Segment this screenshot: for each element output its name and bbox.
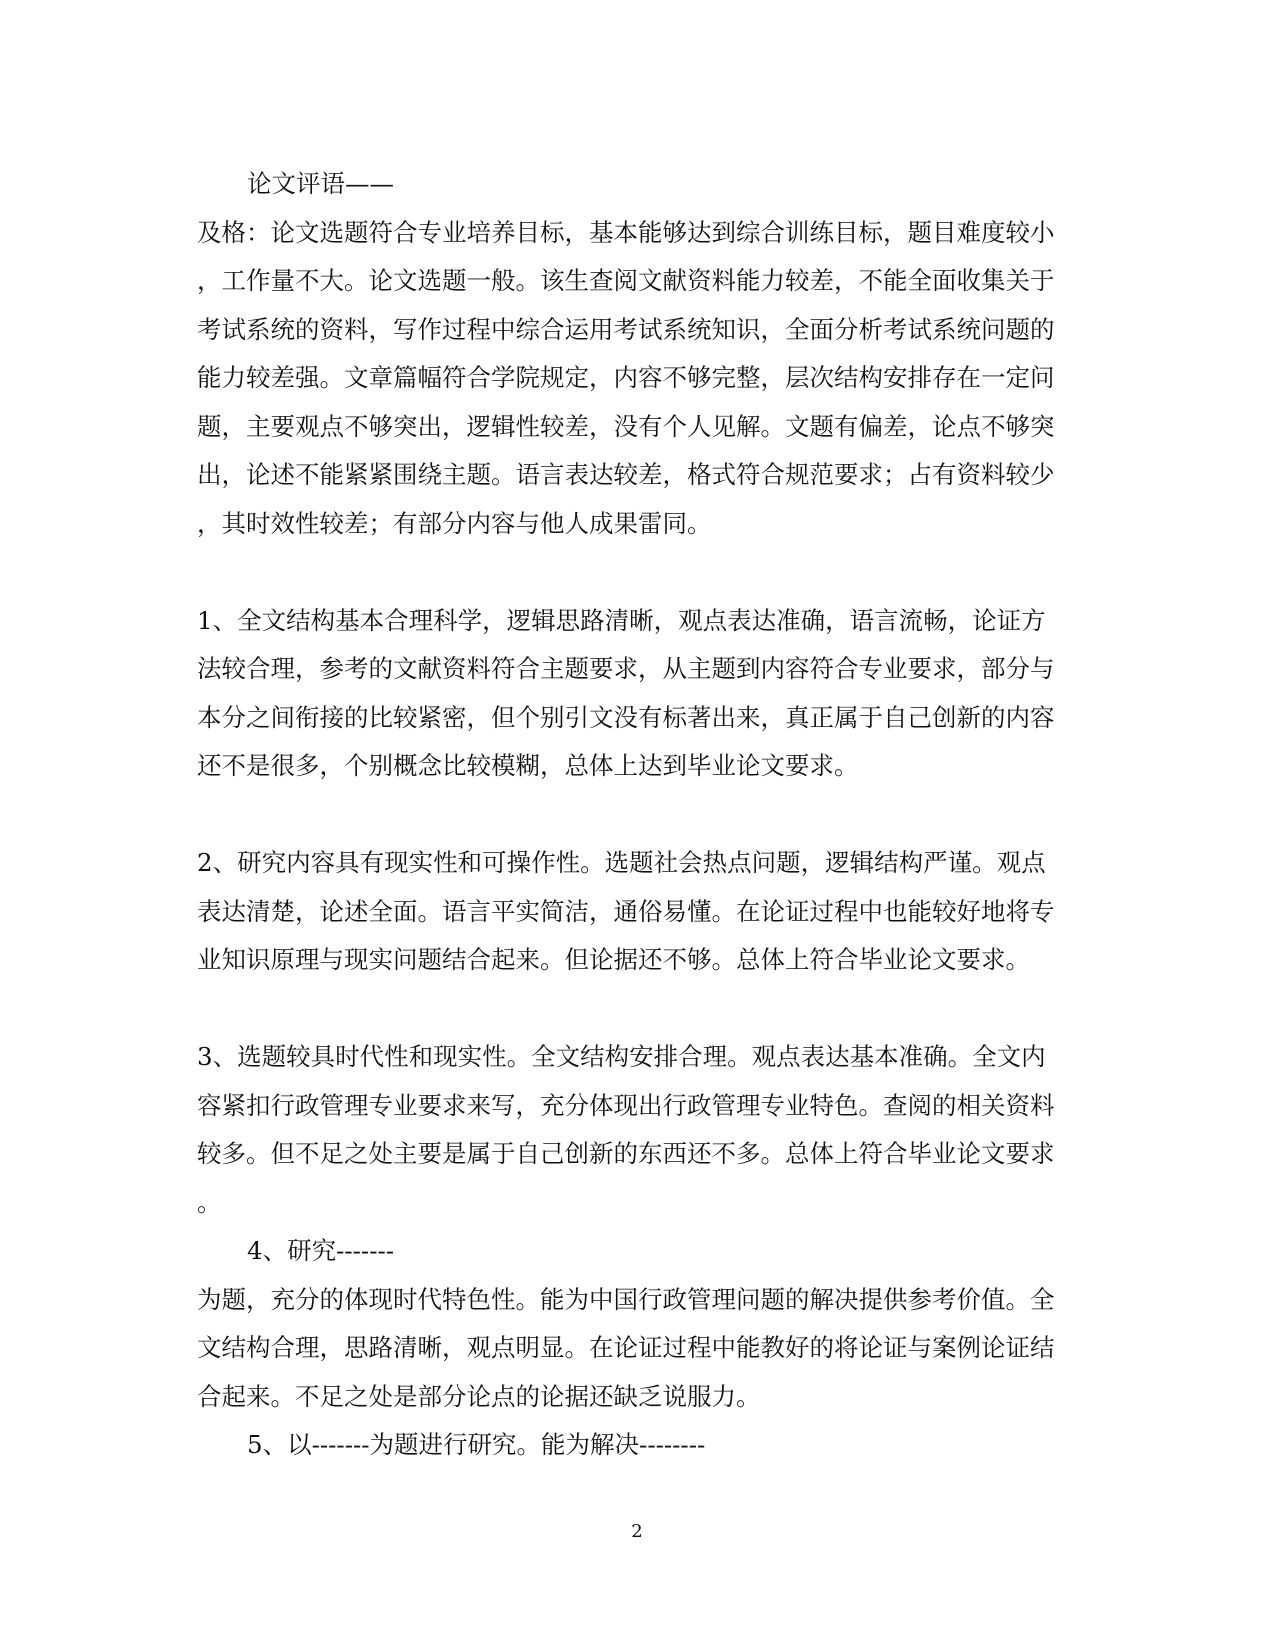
document-heading: 论文评语—— bbox=[247, 169, 394, 198]
text-line: 容紧扣行政管理专业要求来写，充分体现出行政管理专业特色。查阅的相关资料 bbox=[197, 1090, 1055, 1120]
text-line: 文结构合理，思路清晰，观点明显。在论证过程中能教好的将论证与案例论证结 bbox=[197, 1333, 1055, 1362]
text-line-indented: 5、以-------为题进行研究。能为解决-------- bbox=[247, 1430, 706, 1459]
text-line: 还不是很多，个别概念比较模糊，总体上达到毕业论文要求。 bbox=[197, 751, 859, 780]
text-line: 表达清楚，论述全面。语言平实简洁，通俗易懂。在论证过程中也能较好地将专 bbox=[197, 896, 1055, 926]
text-line: 3、选题较具时代性和现实性。全文结构安排合理。观点表达基本准确。全文内 bbox=[197, 1042, 1046, 1071]
text-line-indented: 4、研究------- bbox=[247, 1236, 395, 1265]
paragraph-spacer bbox=[197, 548, 1077, 597]
paragraph-comment-5 bbox=[197, 1421, 1077, 1470]
text-line: 为题，充分的体现时代特色性。能为中国行政管理问题的解决提供参考价值。全 bbox=[197, 1284, 1055, 1314]
text-line: 及格：论文选题符合专业培养目标，基本能够达到综合训练目标，题目难度较小 bbox=[197, 217, 1055, 247]
paragraph-comment-1 bbox=[197, 597, 1077, 791]
text-line: 合起来。不足之处是部分论点的论据还缺乏说服力。 bbox=[197, 1381, 761, 1411]
text-line: 能力较差强。文章篇幅符合学院规定，内容不够完整，层次结构安排存在一定问 bbox=[197, 363, 1055, 392]
paragraph-spacer bbox=[197, 791, 1077, 840]
text-line: 。 bbox=[197, 1187, 222, 1217]
text-line: 考试系统的资料，写作过程中综合运用考试系统知识，全面分析考试系统问题的 bbox=[197, 314, 1055, 344]
text-line: ，工作量不大。论文选题一般。该生查阅文献资料能力较差，不能全面收集关于 bbox=[197, 266, 1055, 295]
text-line: 法较合理，参考的文献资料符合主题要求，从主题到内容符合专业要求，部分与 bbox=[197, 654, 1055, 683]
paragraph-comment-4 bbox=[197, 1227, 1077, 1421]
text-line: ，其时效性较差；有部分内容与他人成果雷同。 bbox=[197, 508, 712, 538]
page-number: 2 bbox=[631, 1521, 643, 1542]
text-line: 较多。但不足之处主要是属于自己创新的东西还不多。总体上符合毕业论文要求 bbox=[197, 1139, 1055, 1168]
text-line: 1、全文结构基本合理科学，逻辑思路清晰，观点表达准确，语言流畅，论证方 bbox=[197, 605, 1046, 635]
paragraph-comment-3 bbox=[197, 1033, 1077, 1227]
paragraph-comment-2 bbox=[197, 839, 1077, 985]
paragraph-pass-grade bbox=[197, 209, 1077, 549]
text-line: 题，主要观点不够突出，逻辑性较差，没有个人见解。文题有偏差，论点不够突 bbox=[197, 411, 1055, 441]
text-line: 本分之间衔接的比较紧密，但个别引文没有标著出来，真正属于自己创新的内容 bbox=[197, 702, 1055, 732]
text-line: 2、研究内容具有现实性和可操作性。选题社会热点问题，逻辑结构严谨。观点 bbox=[197, 848, 1046, 877]
text-line: 出，论述不能紧紧围绕主题。语言表达较差，格式符合规范要求；占有资料较少 bbox=[197, 460, 1055, 489]
text-line: 业知识原理与现实问题结合起来。但论据还不够。总体上符合毕业论文要求。 bbox=[197, 945, 1030, 974]
paragraph-spacer bbox=[197, 985, 1077, 1034]
document-body bbox=[197, 160, 1077, 1470]
